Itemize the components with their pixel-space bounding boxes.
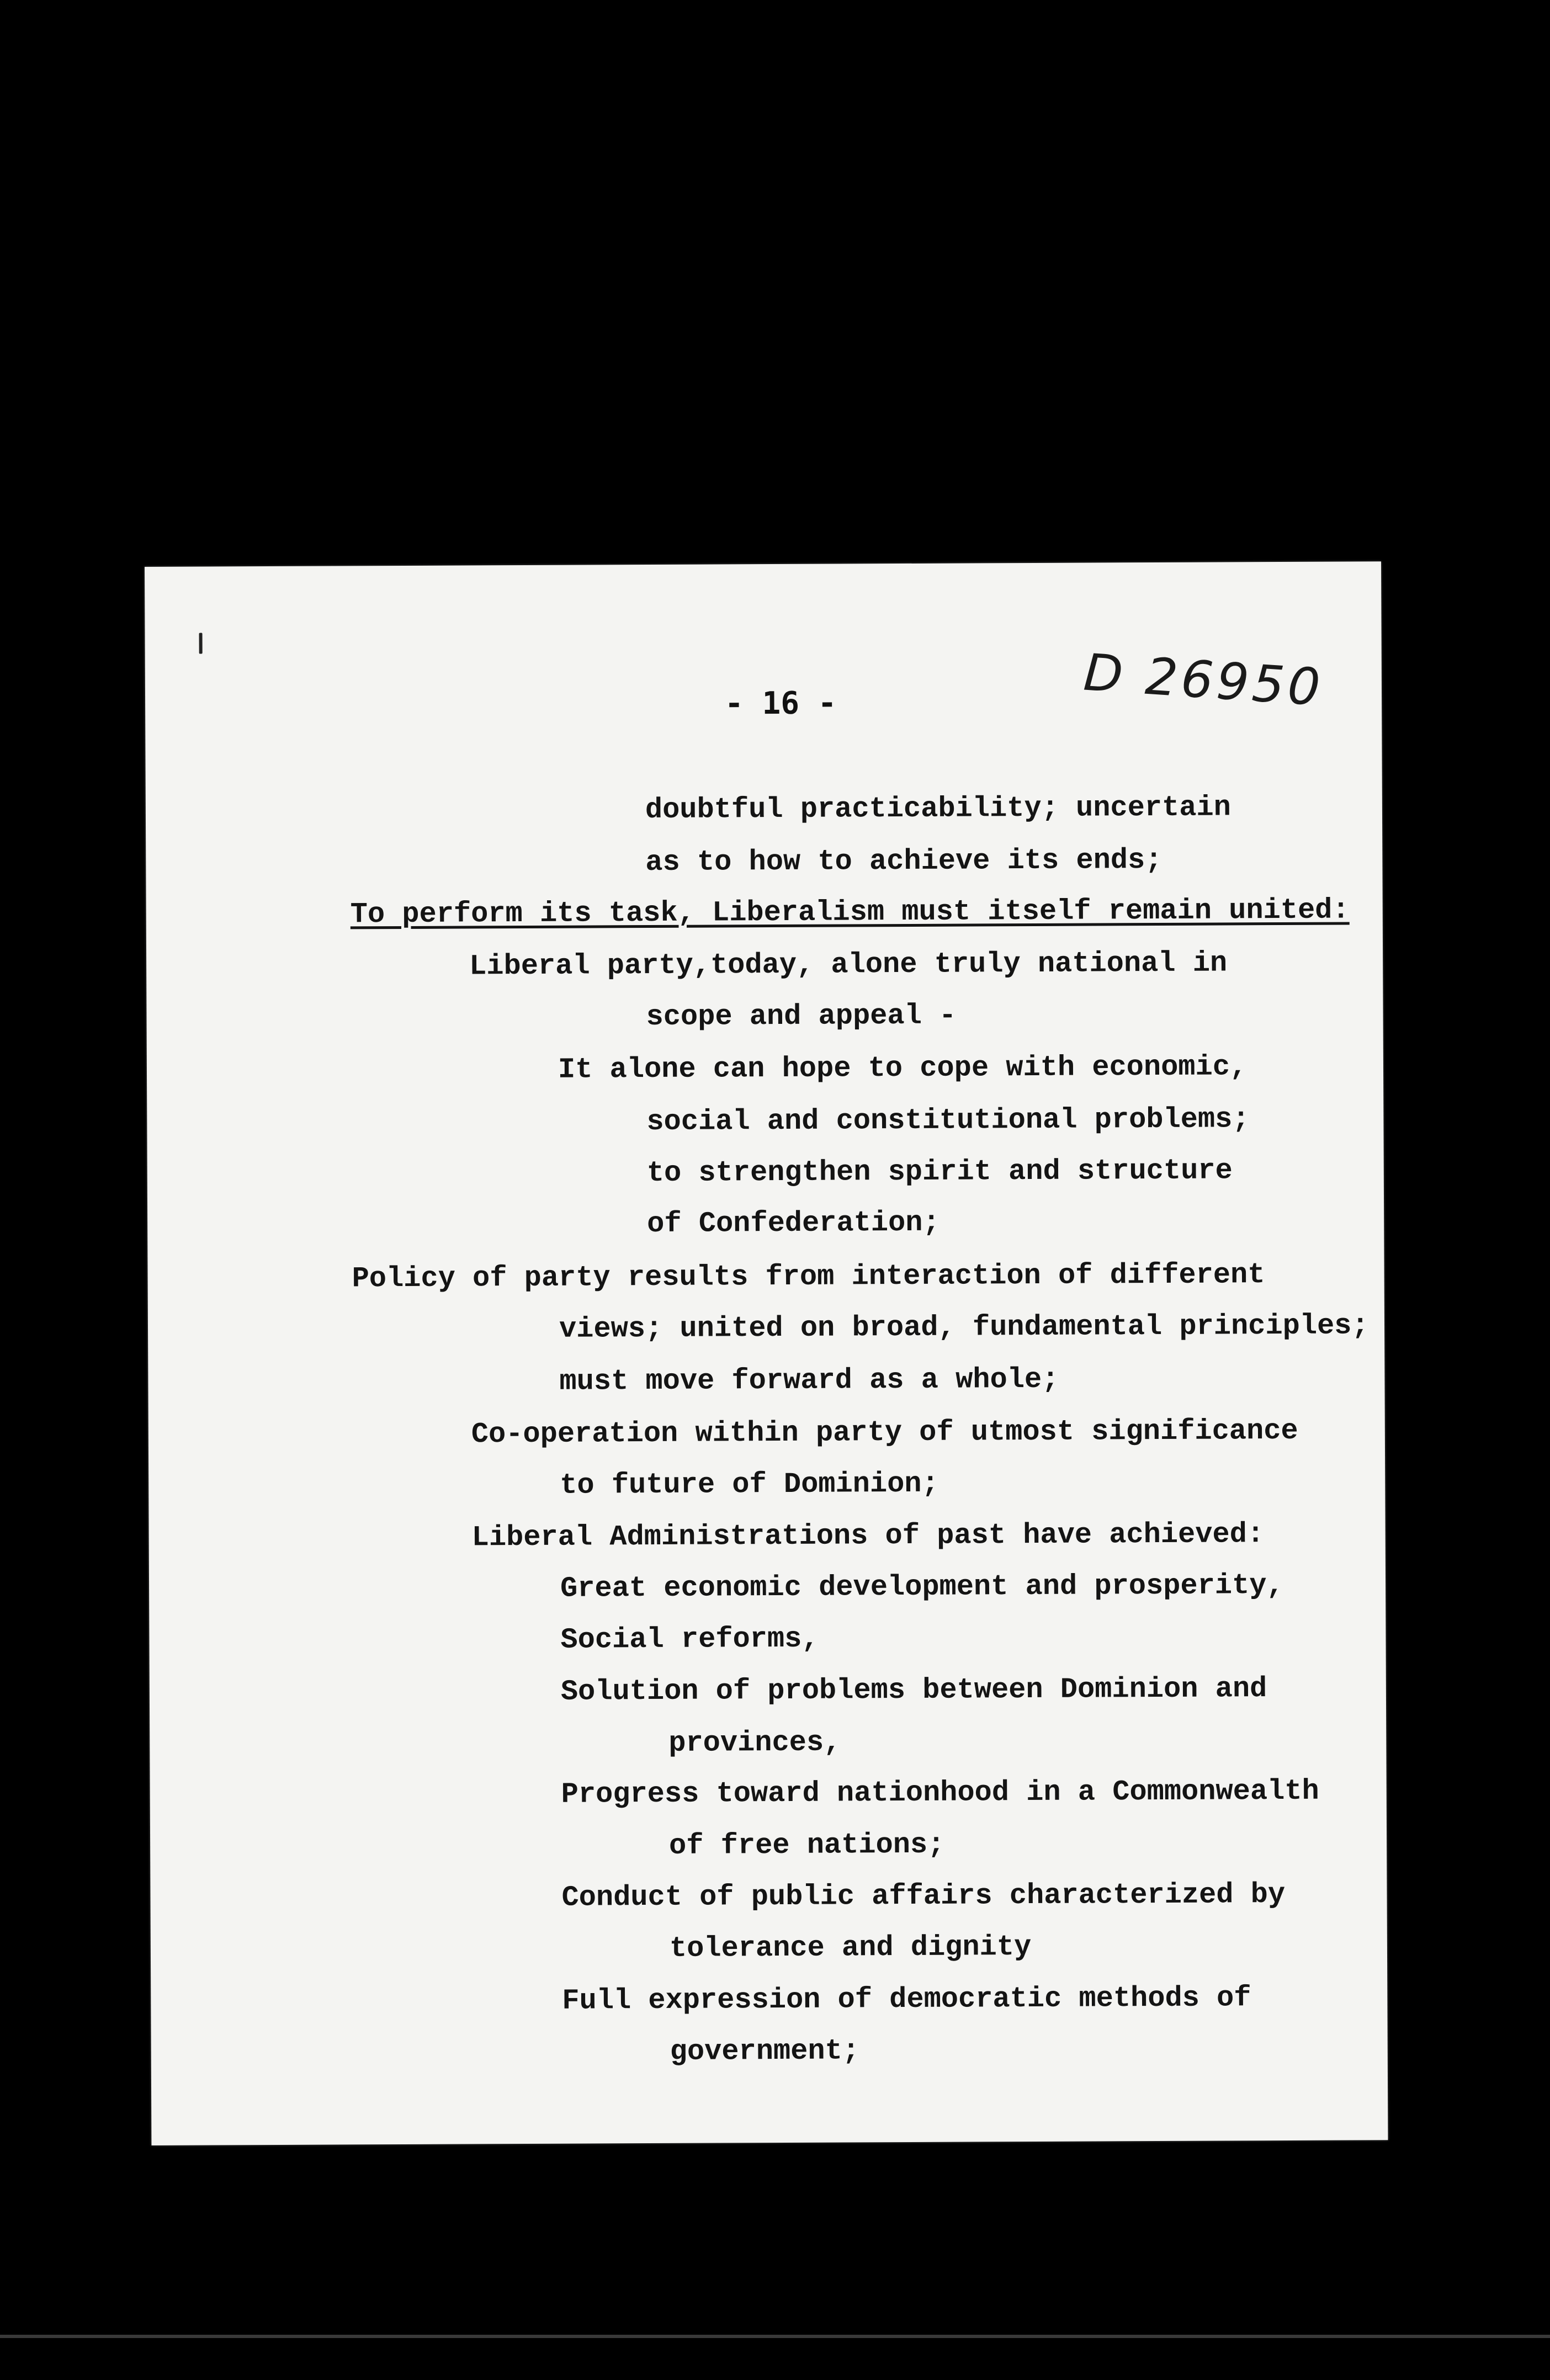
text-line: provinces, xyxy=(668,1726,841,1760)
text-line: Progress toward nationhood in a Commonwealth xyxy=(561,1775,1319,1811)
text-line: of free nations; xyxy=(668,1828,945,1862)
text-line: Policy of party results from interaction of different xyxy=(352,1258,1265,1295)
text-line: must move forward as a whole; xyxy=(559,1363,1059,1398)
margin-mark xyxy=(199,633,203,654)
page-number: - 16 - xyxy=(724,685,837,722)
text-line: views; united on broad, fundamental principles; xyxy=(559,1309,1369,1346)
text-line: of Confederation; xyxy=(647,1206,940,1241)
text-line: social and constitutional problems; xyxy=(646,1103,1250,1139)
text-line: Solution of problems between Dominion and xyxy=(560,1672,1267,1708)
text-line: Full expression of democratic methods of xyxy=(562,1981,1251,2017)
section-heading: To perform its task, Liberalism must itself remain united: xyxy=(350,894,1350,931)
text-line: doubtful practicability; uncertain xyxy=(645,791,1231,827)
text-line: as to how to achieve its ends; xyxy=(645,843,1162,879)
text-line: Liberal party,today, alone truly national in xyxy=(469,947,1228,983)
text-line: to future of Dominion; xyxy=(560,1467,939,1502)
text-line: to strengthen spirit and structure xyxy=(646,1154,1233,1190)
text-line: scope and appeal - xyxy=(646,999,957,1034)
text-line: Great economic development and prosperity, xyxy=(560,1569,1284,1605)
text-line: tolerance and dignity xyxy=(669,1931,1032,1965)
document-id-stamp: D 26950 xyxy=(1081,642,1325,718)
text-line: government; xyxy=(670,2034,860,2068)
text-line: Social reforms, xyxy=(560,1622,819,1656)
text-line: Co-operation within party of utmost significance xyxy=(471,1414,1298,1451)
text-line: Liberal Administrations of past have achieved: xyxy=(471,1518,1265,1554)
document-page xyxy=(145,561,1388,2145)
text-line: Conduct of public affairs characterized by xyxy=(561,1878,1286,1914)
scan-edge-strip xyxy=(0,2335,1550,2338)
text-line: It alone can hope to cope with economic, xyxy=(558,1050,1248,1086)
